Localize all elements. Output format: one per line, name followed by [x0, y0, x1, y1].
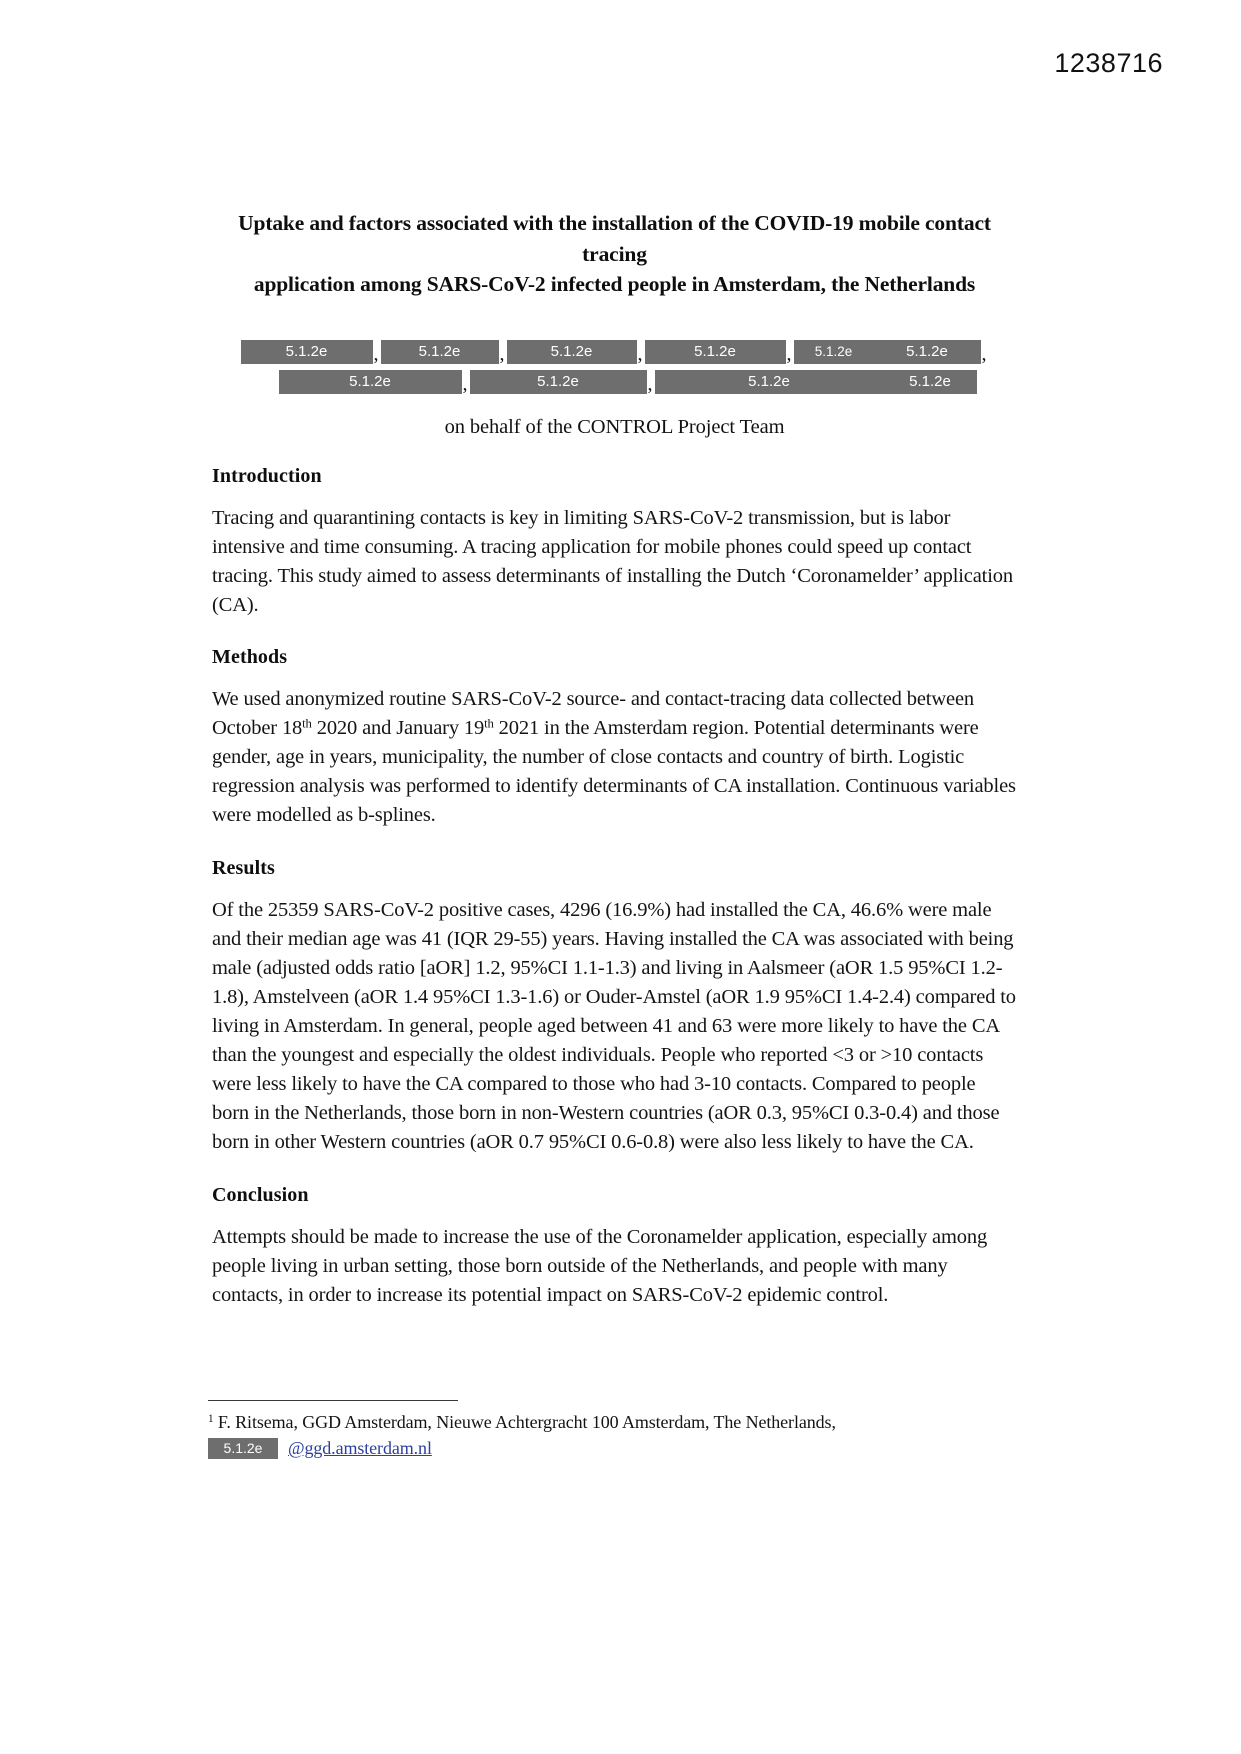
author-list	[212, 338, 1017, 394]
title-line-1: Uptake and factors associated with the installation of the COVID-19 mobile contact tracing	[238, 211, 991, 266]
methods-text-part-3: 2021 in the Amsterdam region. Potential determinants were gender, age in years, municipality, the number of close contacts and country of birth. Logistic regression analysis was performed to identify determinants of CA installation. Continuous variables were modelled as b-splines.	[212, 717, 1016, 827]
redaction-bar: 5.1.2e	[884, 370, 977, 394]
redaction-bar: 5.1.2e	[655, 370, 884, 394]
redaction-bar: 5.1.2e	[507, 340, 637, 364]
email-link[interactable]: @ggd.amsterdam.nl	[288, 1438, 432, 1458]
section-heading-introduction: Introduction	[212, 464, 322, 487]
redaction-bar: 5.1.2e	[381, 340, 499, 364]
methods-text-part-2: 2020 and January 19	[311, 717, 485, 740]
section-body-results: Of the 25359 SARS-CoV-2 positive cases, 4296 (16.9%) had installed the CA, 46.6% were male and their median age was 41 (IQR 29-55) years. Having installed the CA was associated with being male (adjusted odds ratio [aOR] 1.2, 95%CI 1.1-1.3) and living in Aalsmeer (aOR 1.5 95%CI 1.2-1.8), Amstelveen (aOR 1.4 95%CI 1.3-1.6) or Ouder-Amstel (aOR 1.9 95%CI 1.4-2.4) compared to living in Amsterdam. In general, people aged between 41 and 63 were more likely to have the CA than the youngest and especially the oldest individuals. People who reported <3 or >10 contacts were less likely to have the CA compared to those who had 3-10 contacts. Compared to people born in the Netherlands, those born in non-Western countries (aOR 0.3, 95%CI 0.3-0.4) and those born in other Western countries (aOR 0.7 95%CI 0.6-0.8) were also less likely to have the CA.	[212, 898, 1016, 1154]
methods-text-part-1: We used anonymized routine SARS-CoV-2 source- and contact-tracing data collected between October 18	[212, 687, 974, 740]
author-separator: ,	[637, 342, 643, 365]
document-content	[212, 208, 1017, 1310]
author-separator: ,	[373, 342, 379, 365]
methods-superscript-2: th	[484, 716, 494, 731]
footnote-line-1	[208, 1409, 1028, 1436]
footnote-line-2	[208, 1438, 1028, 1459]
footnote-marker: 1	[208, 1413, 214, 1426]
redaction-bar: 5.1.2e	[279, 370, 462, 394]
redaction-bar: 5.1.2e	[874, 340, 981, 364]
section-body-introduction: Tracing and quarantining contacts is key in limiting SARS-CoV-2 transmission, but is labor intensive and time consuming. A tracing application for mobile phones could speed up contact tracing. This study aimed to assess determinants of installing the Dutch ‘Coronamelder’ application (CA).	[212, 506, 1013, 616]
author-row-2	[212, 368, 1017, 394]
page-number: 1238716	[1054, 48, 1163, 78]
redaction-bar: 5.1.2e	[470, 370, 647, 394]
section-heading-conclusion: Conclusion	[212, 1183, 309, 1206]
author-separator: ,	[786, 342, 792, 365]
author-separator: ,	[462, 372, 468, 395]
author-separator: ,	[981, 342, 987, 365]
section-heading-methods: Methods	[212, 645, 288, 668]
redaction-bar: 5.1.2e	[208, 1438, 278, 1459]
author-row-1	[212, 338, 1017, 364]
methods-superscript-1: th	[302, 716, 312, 731]
footnote-divider	[208, 1400, 458, 1401]
on-behalf-line: on behalf of the CONTROL Project Team	[444, 415, 785, 438]
footnote	[208, 1400, 1028, 1459]
section-body-methods	[212, 685, 1017, 831]
redaction-bar: 5.1.2e	[794, 340, 874, 364]
title-line-2: application among SARS-CoV-2 infected people in Amsterdam, the Netherlands	[253, 272, 976, 297]
footnote-affiliation: F. Ritsema, GGD Amsterdam, Nieuwe Achtergracht 100 Amsterdam, The Netherlands,	[213, 1412, 836, 1432]
author-separator: ,	[499, 342, 505, 365]
section-heading-results: Results	[212, 856, 275, 879]
section-body-conclusion: Attempts should be made to increase the use of the Coronamelder application, especially among people living in urban setting, those born outside of the Netherlands, and people with many contacts, in order to increase its potential impact on SARS-CoV-2 epidemic control.	[212, 1225, 988, 1306]
author-separator: ,	[647, 372, 653, 395]
redaction-bar: 5.1.2e	[645, 340, 786, 364]
redaction-bar: 5.1.2e	[241, 340, 373, 364]
page-title	[212, 208, 1017, 300]
